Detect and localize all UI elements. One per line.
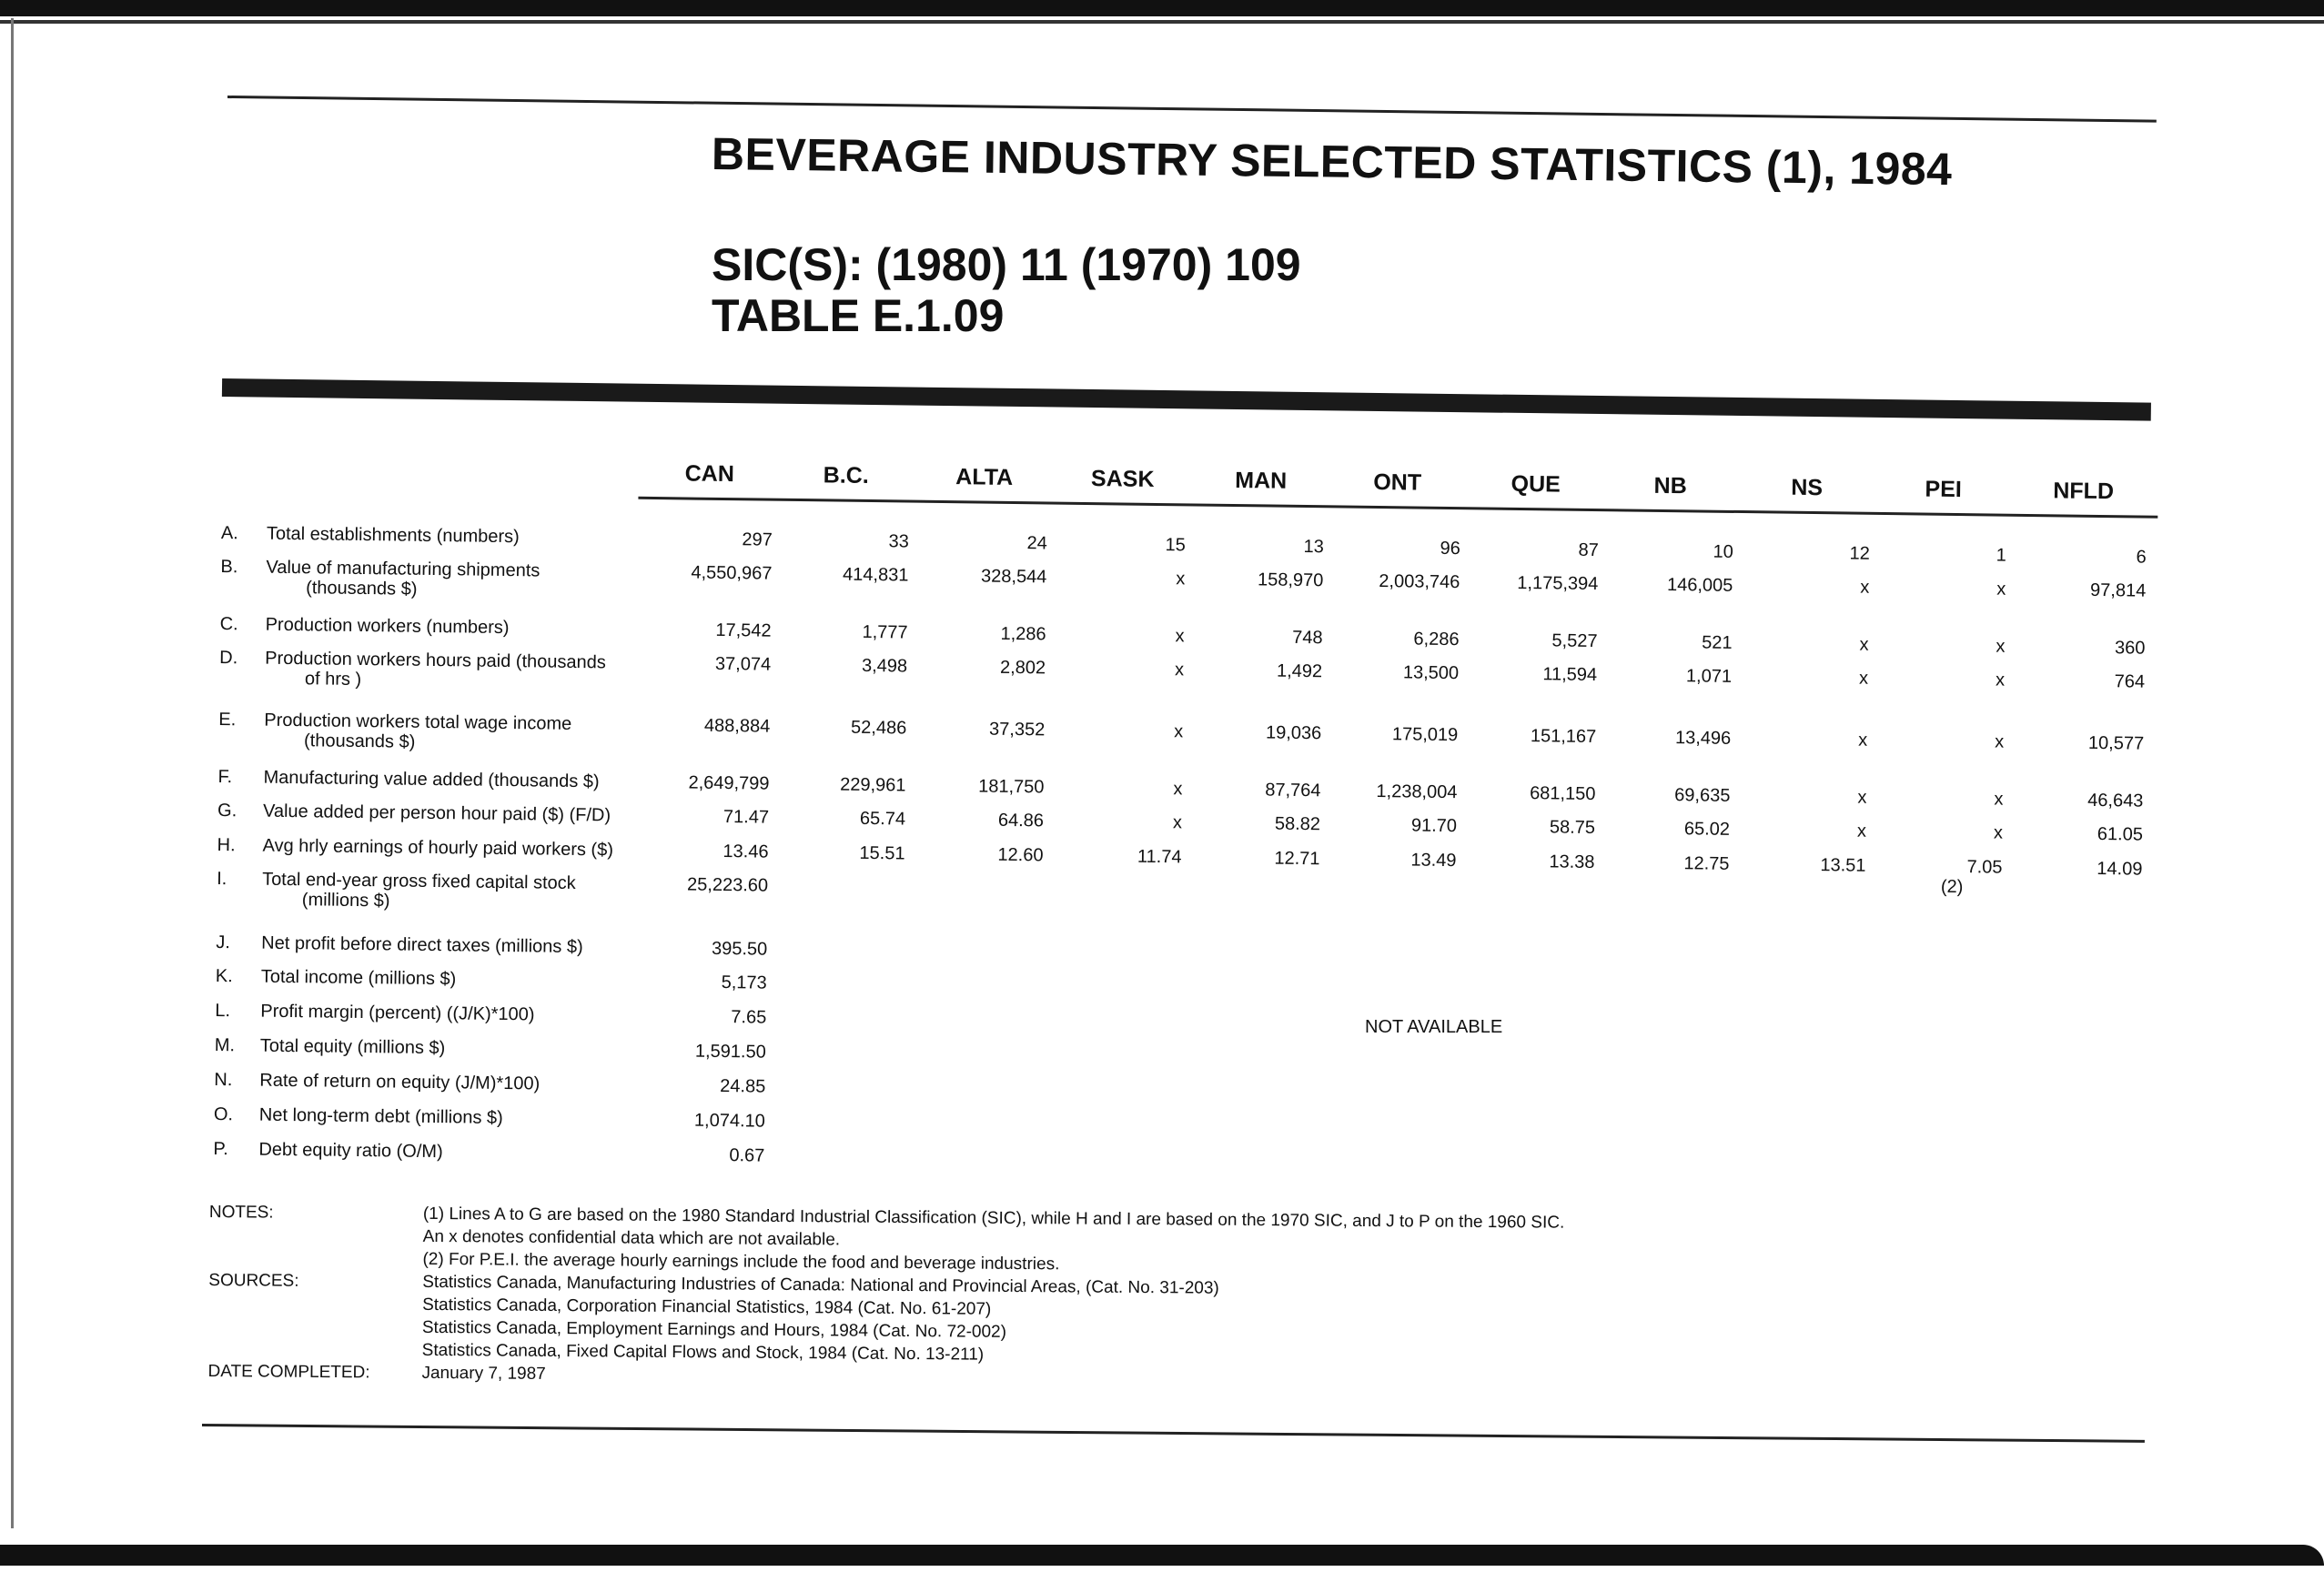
- table-cell: [1904, 731, 2004, 751]
- cell-value: 3,498: [861, 655, 908, 677]
- table-cell: [664, 1144, 764, 1165]
- cell-value: 1: [1996, 545, 2006, 566]
- cell-value: 175,019: [1391, 724, 1459, 746]
- cell-value: 1,071: [1685, 666, 1733, 687]
- table-cell: [1497, 630, 1597, 651]
- row-label-text: (thousands $): [303, 731, 416, 752]
- cell-value: 2,802: [999, 657, 1046, 679]
- cell-value: 24: [1026, 533, 1047, 554]
- column-header-nfld: NFLD: [2053, 478, 2115, 505]
- column-header-b-c: B.C.: [823, 462, 869, 489]
- cell-value: 13,496: [1674, 728, 1732, 749]
- table-cell: [1632, 575, 1733, 596]
- notes-section: [207, 1201, 1564, 1394]
- cell-value: 61.05: [2097, 823, 2144, 845]
- cell-value: x: [1996, 636, 2006, 657]
- table-cell: [1220, 813, 1320, 834]
- cell-value: 1,492: [1276, 660, 1323, 682]
- cell-value: 87,764: [1265, 780, 1321, 801]
- sources-label: SOURCES:: [208, 1270, 299, 1291]
- table-cell: [2042, 858, 2142, 879]
- table-cell: [2043, 823, 2143, 844]
- cell-value: 6: [2136, 547, 2147, 568]
- cell-value: x: [1175, 626, 1185, 647]
- table-cell: [2046, 546, 2147, 567]
- cell-value: 37,352: [988, 719, 1046, 741]
- table-cell: [1360, 538, 1460, 559]
- table-cell: [668, 841, 768, 861]
- table-cell: [1082, 811, 1182, 832]
- cell-value: 46,643: [2087, 790, 2144, 811]
- cell-value: 87: [1578, 539, 1599, 561]
- table-cell: [1905, 578, 2006, 599]
- table-cell: [945, 719, 1045, 740]
- table-cell: [668, 874, 768, 895]
- table-cell: [666, 1041, 766, 1062]
- cell-value: 91.70: [1410, 815, 1458, 837]
- row-letter: C.: [219, 614, 238, 635]
- source-line: Statistics Canada, Corporation Financial Statistics, 1984 (Cat. No. 61-207): [422, 1295, 992, 1319]
- cell-value: 181,750: [978, 776, 1045, 798]
- column-header-man: MAN: [1235, 468, 1288, 494]
- cell-value: 521: [1702, 632, 1733, 653]
- cell-value: 13.38: [1549, 851, 1595, 873]
- row-letter: G.: [217, 801, 237, 821]
- row-label-text: Net long-term debt (millions $): [258, 1104, 503, 1128]
- row-label-text: Production workers (numbers): [265, 614, 510, 639]
- cell-value: 12: [1849, 543, 1870, 564]
- table-cell: [1498, 573, 1598, 594]
- cell-value: 19,036: [1265, 722, 1322, 744]
- table-cell: [2045, 637, 2145, 658]
- cell-value: 37,074: [714, 653, 772, 675]
- cell-value: 10,577: [2087, 732, 2145, 754]
- source-line: Statistics Canada, Fixed Capital Flows and Stock, 1984 (Cat. No. 13-211): [421, 1340, 985, 1365]
- cell-value: 13.51: [1820, 855, 1866, 876]
- table-cell: [807, 655, 907, 676]
- row-label-text: Manufacturing value added (thousands $): [263, 767, 600, 792]
- cell-value: 33: [888, 531, 909, 552]
- column-header-ns: NS: [1791, 474, 1824, 501]
- table-cell: [1903, 788, 2003, 809]
- row-letter: J.: [216, 932, 230, 953]
- table-cell: [1767, 729, 1867, 750]
- row-letter: E.: [218, 710, 237, 731]
- table-cell: [945, 623, 1046, 644]
- cell-value: 328,544: [980, 566, 1047, 588]
- cell-value: 5,173: [721, 972, 767, 993]
- cell-value: 96: [1440, 538, 1460, 559]
- table-cell: [1356, 850, 1456, 871]
- cell-value: 13,500: [1402, 662, 1460, 684]
- row-label-text: Rate of return on equity (J/M)*100): [259, 1070, 541, 1094]
- cell-value: 748: [1292, 627, 1323, 649]
- cell-value: 14.09: [2097, 858, 2143, 880]
- table-cell: [2044, 732, 2144, 753]
- table-cell: [806, 717, 906, 738]
- table-cell: [808, 564, 908, 585]
- cell-value: x: [1856, 821, 1867, 841]
- cell-value: 2,649,799: [688, 772, 770, 794]
- table-cell: [1357, 781, 1457, 802]
- row-letter: N.: [214, 1069, 233, 1091]
- table-cell: [1631, 728, 1731, 749]
- cell-footnote: (2): [1940, 876, 1964, 898]
- row-label-text: (millions $): [301, 890, 390, 912]
- cell-value: x: [1996, 579, 2006, 600]
- note-line: An x denotes confidential data which are not available.: [422, 1226, 841, 1250]
- table-cell: [1085, 568, 1185, 589]
- table-cell: [1766, 820, 1866, 841]
- column-header-can: CAN: [684, 460, 735, 488]
- column-header-alta: ALTA: [955, 464, 1014, 490]
- column-header-ont: ONT: [1373, 469, 1422, 496]
- cell-value: 13.49: [1410, 850, 1457, 872]
- cell-value: 71.47: [722, 807, 770, 828]
- table-cell: [1359, 629, 1459, 650]
- row-label: [217, 767, 599, 791]
- cell-value: x: [1857, 787, 1867, 808]
- cell-value: 15: [1165, 535, 1186, 556]
- document-title: BEVERAGE INDUSTRY SELECTED STATISTICS (1), 1984: [711, 128, 1953, 196]
- row-label-text: Debt equity ratio (O/M): [258, 1139, 443, 1163]
- column-header-pei: PEI: [1925, 476, 1962, 503]
- cell-value: 17,542: [715, 620, 772, 641]
- cell-value: 1,286: [1000, 623, 1046, 645]
- row-letter: H.: [217, 835, 236, 856]
- row-label: [216, 966, 457, 989]
- table-cell: [1495, 783, 1595, 804]
- table-cell: [1081, 846, 1181, 867]
- table-cell: [1359, 662, 1459, 683]
- cell-value: x: [1173, 779, 1183, 800]
- cell-value: 65.02: [1683, 819, 1731, 840]
- row-letter: O.: [213, 1103, 234, 1125]
- cell-value: x: [1176, 569, 1186, 589]
- table-cell: [1905, 635, 2005, 656]
- cell-value: 12.75: [1683, 853, 1730, 874]
- table-cell: [2046, 579, 2146, 600]
- row-label-text: Total end-year gross fixed capital stock: [262, 869, 576, 893]
- cell-value: 13.46: [722, 841, 769, 862]
- table-cell: [1357, 815, 1457, 836]
- table-cell: [1632, 666, 1732, 687]
- cell-value: 297: [742, 529, 773, 550]
- table-cell: [944, 810, 1044, 831]
- row-label-text: of hrs ): [304, 669, 362, 690]
- cell-value: 4,550,967: [691, 562, 773, 584]
- not-available-label: NOT AVAILABLE: [1365, 1017, 1503, 1037]
- column-header-que: QUE: [1511, 470, 1561, 498]
- table-cell: [665, 1075, 765, 1096]
- cell-value: 7.05: [1966, 857, 2003, 878]
- table-cell: [1496, 726, 1596, 747]
- row-letter: B.: [220, 557, 238, 578]
- table-cell: [666, 1006, 766, 1027]
- table-cell: [1632, 632, 1732, 653]
- cell-value: 15.51: [859, 842, 905, 864]
- row-label: [221, 523, 520, 547]
- table-cell: [944, 776, 1044, 797]
- row-letter: D.: [219, 648, 238, 669]
- table-cell: [1768, 633, 1868, 654]
- source-line: Statistics Canada, Manufacturing Industries of Canada: National and Provincial Areas, (Cat. No. 31-203): [422, 1272, 1219, 1298]
- row-label-text: Value of manufacturing shipments: [266, 557, 541, 581]
- cell-value: 681,150: [1530, 783, 1596, 805]
- row-label-text: (thousands $): [306, 578, 418, 600]
- cell-value: 1,074.10: [693, 1110, 765, 1132]
- cell-value: 11.74: [1137, 846, 1182, 868]
- cell-value: 69,635: [1674, 785, 1731, 806]
- table-cell: [1499, 539, 1599, 560]
- cell-value: x: [1174, 721, 1184, 742]
- table-cell: [1084, 625, 1184, 646]
- table-cell: [1359, 571, 1460, 592]
- cell-value: 1,238,004: [1376, 781, 1458, 803]
- table-cell: [671, 620, 771, 640]
- table-cell: [1494, 851, 1594, 872]
- cell-value: 1,175,394: [1517, 572, 1599, 595]
- table-cell: [1222, 627, 1322, 648]
- cell-value: 151,167: [1530, 726, 1597, 748]
- table-cell: [1903, 821, 2003, 842]
- table-cell: [1220, 780, 1320, 801]
- table-cell: [947, 532, 1047, 553]
- note-line: (1) Lines A to G are based on the 1980 Standard Industrial Classification (SIC), while H and I are based on the 1970 SIC, and J to P on the 1960 SIC.: [422, 1204, 1565, 1233]
- row-letter: P.: [213, 1138, 228, 1160]
- table-cell: [1902, 856, 2003, 897]
- row-label: [220, 614, 510, 638]
- cell-value: x: [1859, 634, 1869, 655]
- cell-value: 58.75: [1549, 817, 1596, 839]
- row-label-text: Production workers hours paid (thousands: [265, 648, 606, 673]
- table-cell: [671, 653, 771, 674]
- cell-value: x: [1860, 577, 1870, 598]
- table-cell: [1630, 785, 1730, 806]
- row-label: [214, 1070, 540, 1093]
- table-cell: [1769, 576, 1869, 597]
- table-cell: [1765, 854, 1865, 875]
- cell-value: x: [1995, 731, 2005, 752]
- cell-value: 158,970: [1257, 569, 1324, 591]
- table-cell: [669, 806, 769, 827]
- notes-label: NOTES:: [208, 1202, 274, 1223]
- cell-value: 64.86: [997, 810, 1045, 831]
- table-cell: [669, 772, 769, 793]
- cell-value: 146,005: [1666, 575, 1733, 596]
- row-label-text: Profit margin (percent) ((J/K)*100): [260, 1001, 535, 1025]
- table-cell: [1629, 853, 1729, 874]
- cell-value: x: [1172, 812, 1183, 833]
- table-cell: [672, 562, 772, 583]
- row-label: [215, 1001, 534, 1024]
- cell-value: 65.74: [859, 808, 906, 830]
- table-cell: [1497, 664, 1597, 685]
- cell-value: x: [1858, 668, 1869, 689]
- cell-value: 1,777: [862, 621, 908, 643]
- cell-value: 58.82: [1274, 813, 1321, 835]
- cell-value: 414,831: [842, 564, 909, 586]
- row-label-text: Total establishments (numbers): [266, 523, 520, 548]
- row-label: [216, 932, 583, 957]
- row-label-text: Value added per person hour paid ($) (F/D): [262, 801, 611, 826]
- row-label-text: Avg hrly earnings of hourly paid workers ($): [262, 835, 614, 861]
- row-label: [218, 710, 571, 754]
- table-cell: [946, 566, 1046, 587]
- sic-code: SIC(S): (1980) 11 (1970) 109: [712, 239, 1301, 290]
- row-label-text: Total equity (millions $): [259, 1035, 446, 1059]
- table-cell: [672, 529, 773, 549]
- cell-value: 11,594: [1542, 664, 1598, 686]
- table-cell: [1084, 659, 1184, 680]
- row-label-text: Net profit before direct taxes (millions $): [261, 932, 583, 958]
- table-cell: [2045, 670, 2145, 691]
- table-cell: [809, 530, 909, 551]
- table-cell: [667, 938, 767, 959]
- table-cell: [1495, 817, 1595, 838]
- table-cell: [807, 621, 907, 642]
- table-cell: [1905, 669, 2005, 690]
- table-cell: [670, 715, 770, 736]
- cell-value: 7.65: [731, 1007, 767, 1028]
- cell-value: 12.71: [1274, 848, 1320, 870]
- note-line: (2) For P.E.I. the average hourly earnings include the food and beverage industries.: [422, 1249, 1060, 1275]
- table-cell: [1766, 786, 1866, 807]
- row-label: [220, 557, 540, 600]
- table-cell: [945, 657, 1046, 678]
- row-label-text: Production workers total wage income: [264, 710, 572, 734]
- column-header-sask: SASK: [1090, 466, 1155, 492]
- table-cell: [1770, 542, 1870, 563]
- row-letter: M.: [214, 1034, 236, 1056]
- table-cell: [1221, 722, 1321, 743]
- table-cell: [1086, 534, 1186, 555]
- table-cell: [1222, 660, 1322, 681]
- cell-value: 360: [2114, 638, 2146, 659]
- table-cell: [665, 1110, 765, 1131]
- cell-value: 52,486: [850, 717, 907, 739]
- cell-value: 2,003,746: [1379, 571, 1460, 593]
- table-cell: [1633, 541, 1733, 562]
- table-cell: [1768, 667, 1868, 688]
- cell-value: 229,961: [840, 774, 906, 796]
- cell-value: x: [1994, 789, 2004, 810]
- cell-value: 24.85: [720, 1075, 766, 1097]
- cell-value: 12.60: [997, 844, 1044, 866]
- cell-value: 25,223.60: [686, 874, 769, 896]
- table-cell: [1630, 819, 1730, 840]
- cell-value: x: [1174, 660, 1185, 680]
- table-cell: [1224, 536, 1324, 557]
- date-completed-label: DATE COMPLETED:: [207, 1361, 370, 1383]
- row-label: [214, 1104, 503, 1128]
- row-label: [219, 648, 606, 692]
- table-cell: [667, 972, 767, 992]
- row-letter: A.: [220, 523, 238, 544]
- cell-value: 488,884: [703, 715, 771, 737]
- cell-value: 764: [2114, 671, 2146, 692]
- table-cell: [1358, 724, 1458, 745]
- cell-value: x: [1995, 670, 2006, 690]
- table-cell: [805, 808, 905, 829]
- row-label: [217, 869, 576, 913]
- row-letter: L.: [215, 1001, 231, 1022]
- table-cell: [943, 844, 1043, 865]
- table-cell: [1223, 569, 1323, 590]
- row-label: [213, 1139, 443, 1162]
- cell-value: 97,814: [2089, 579, 2147, 601]
- row-letter: F.: [217, 767, 233, 788]
- row-label: [217, 835, 613, 860]
- row-letter: K.: [215, 966, 233, 987]
- table-cell: [1219, 848, 1319, 869]
- date-completed-value: January 7, 1987: [421, 1363, 546, 1384]
- cell-value: 10: [1713, 541, 1733, 562]
- scan-bottom-border: [0, 1545, 2324, 1566]
- cell-value: 0.67: [729, 1145, 765, 1166]
- table-cell: [1082, 778, 1182, 799]
- table-id: TABLE E.1.09: [712, 290, 1005, 341]
- table-cell: [1906, 544, 2006, 565]
- row-letter: I.: [217, 869, 227, 890]
- cell-value: x: [1858, 730, 1868, 751]
- row-label: [215, 1035, 446, 1058]
- table-cell: [2043, 790, 2143, 811]
- cell-value: 395.50: [711, 938, 768, 960]
- row-label-text: Total income (millions $): [260, 966, 457, 990]
- column-header-nb: NB: [1653, 472, 1687, 499]
- cell-value: 1,591.50: [694, 1041, 766, 1063]
- cell-value: x: [1993, 822, 2004, 843]
- row-label: [217, 801, 611, 825]
- source-line: Statistics Canada, Employment Earnings and Hours, 1984 (Cat. No. 72-002): [421, 1317, 1007, 1342]
- cell-value: 5,527: [1551, 630, 1598, 652]
- table-cell: [1083, 720, 1183, 741]
- cell-value: 13: [1303, 536, 1324, 558]
- cell-value: 6,286: [1413, 629, 1460, 650]
- table-cell: [805, 774, 905, 795]
- table-cell: [804, 842, 904, 863]
